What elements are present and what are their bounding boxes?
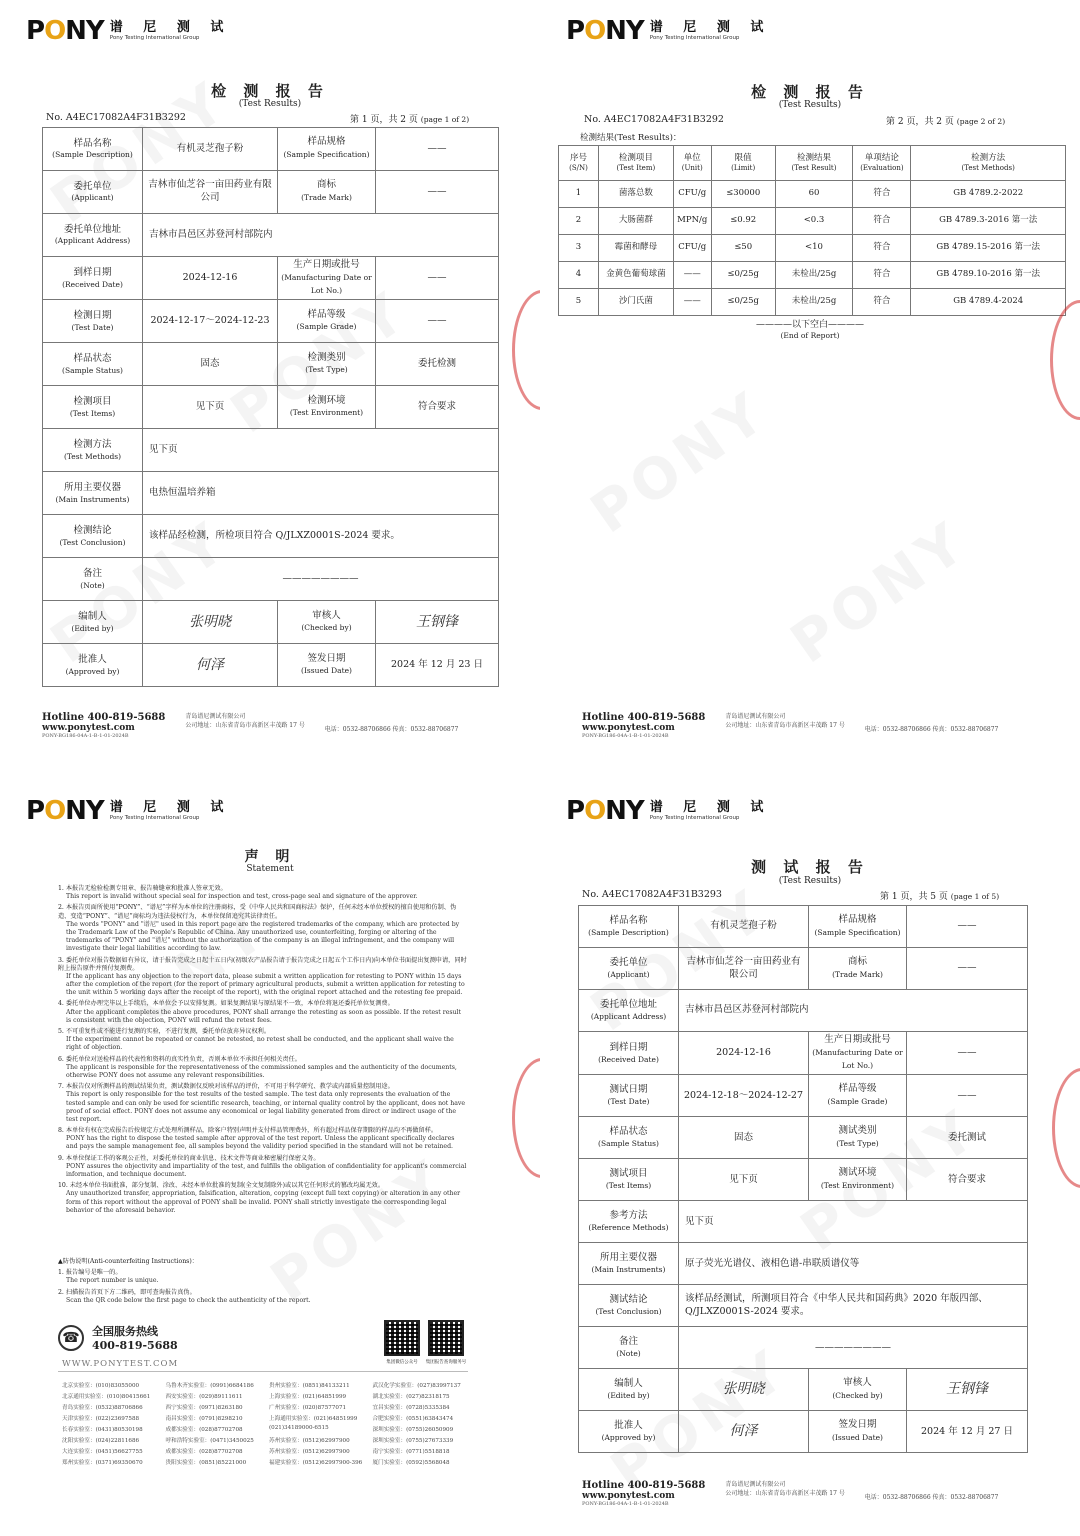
table-cell: —— xyxy=(673,289,711,316)
anti-item-en: Scan the QR code below the first page to check the authenticity of the report. xyxy=(66,1296,311,1304)
table-cell: 金黄色葡萄球菌 xyxy=(598,262,673,289)
statement-item-en: This report is invalid without special seal for inspection and test, cross-page seal and signature of the approver. xyxy=(66,893,418,901)
lab-entry: 郑州实验室：(0371)69350670 xyxy=(62,1460,143,1466)
logo-en: Pony Testing International Group xyxy=(109,35,200,42)
report-title: 检 测 报 告 xyxy=(751,83,869,101)
lab-entry: 青岛实验室：(0532)88706866 xyxy=(62,1405,143,1411)
statement-item-en: The words "PONY" and "谱尼" used in this report page are the registered trademarks of the company, which are protected by the Trademark Law of the People's Republic of China. Any unauthorized use, counterfeiting, forging or altering of the trademarks of "PONY" and "谱尼" without the authorization of the company is an illegal infringement, and the company will investigate their legal liabilities according to law. xyxy=(66,920,460,953)
page-number: 第 1 页，共 2 页 (page 1 of 2) xyxy=(350,115,470,125)
lab-entry: 北京通用实验室：(010)80415661 xyxy=(62,1394,151,1400)
statement-item-cn: 5. 不可重复性或不能进行复测的实验，不进行复测，委托单位放弃异议权利。 xyxy=(58,1028,271,1035)
table-cell: MPN/g xyxy=(673,208,711,235)
statement-item-cn: 9. 本单位保证工作的客观公正性，对委托单位的商业信息、技术文件等商业秘密履行保密义务。 xyxy=(58,1154,320,1162)
signature-checker: 王钢锋 xyxy=(376,601,499,644)
results-header: 序号 (S/N) xyxy=(559,146,599,181)
statement-body xyxy=(58,885,468,1218)
anti-item-cn: 1. 报告编号是唯一的。 xyxy=(58,1269,122,1277)
page-number: 第 1 页，共 5 页 (page 1 of 5) xyxy=(880,892,1000,902)
lab-entry: 乌鲁木齐实验室：(0991)6684186 xyxy=(165,1383,254,1389)
table-cell: 菌落总数 xyxy=(598,181,673,208)
table-cell: 3 xyxy=(559,235,599,262)
results-header: 单位 (Unit) xyxy=(673,146,711,181)
table-row xyxy=(559,289,1066,316)
table-row xyxy=(559,235,1066,262)
table-row xyxy=(559,181,1066,208)
qr-code-wechat xyxy=(384,1320,420,1356)
statement-title: 声 明 xyxy=(244,849,296,865)
table-cell: <0.3 xyxy=(775,208,853,235)
statement-item-en: Any unauthorized transfer, appropriation, falsification, alteration, copying (except full text copying) or alteration in any other form of this report without the approval of PONY shall be invalid. PONY shall strictly investigate the corresponding legal behavior of the aforesaid behavior. xyxy=(66,1190,461,1214)
lab-entry: 福建实验室：(0512)62997900-396 xyxy=(269,1460,363,1466)
statement-item-en: The applicant is responsible for the representativeness of the commissioned samples and the authenticity of the documents, otherwise PONY does not assume any relevant responsibilities. xyxy=(66,1063,457,1079)
watermark xyxy=(579,378,780,546)
statement-page xyxy=(0,768,540,1536)
lab-entry: 深圳实验室：(0755)26050909 xyxy=(372,1427,454,1433)
report-subtitle: (Test Results) xyxy=(778,876,842,886)
results-caption: 检测结果(Test Results)： xyxy=(580,133,682,143)
table-cell: 符合 xyxy=(853,235,911,262)
qr-caption: 集团报告查询服务号 xyxy=(425,1360,467,1365)
statement-item-cn: 4. 委托单位办理完毕以上手续后，本单位会予以安排复测。如果复测结果与原结果不一致，本单位将退还委托单位复测费。 xyxy=(58,1000,394,1008)
lab-entry: 天津实验室：(022)23697588 xyxy=(62,1416,140,1422)
anti-counterfeiting: ▲防伪说明(Anti-counterfeiting Instructions)： 1. 报告编号是唯一的。 The report number is unique. 2. 扫描报告首页下方二维码，即可查询报告真伪。 Scan the QR code below the first page to check the authenticity of the report. xyxy=(58,1258,468,1308)
table-cell: GB 4789.3-2016 第一法 xyxy=(911,208,1066,235)
table-cell: GB 4789.10-2016 第一法 xyxy=(911,262,1066,289)
anti-item-cn: 2. 扫描报告首页下方二维码，即可查询报告真伪。 xyxy=(58,1288,196,1296)
lab-entry: 成都实验室：(028)87702708 xyxy=(165,1449,243,1455)
statement-subtitle: Statement xyxy=(246,864,294,874)
lab-entry: 宜昌实验室：(0728)5335384 xyxy=(372,1405,450,1411)
table-cell: 霉菌和酵母 xyxy=(598,235,673,262)
lab-entry: 贵阳实验室：(0851)85221000 xyxy=(165,1460,247,1466)
table-cell: ≤0/25g xyxy=(711,289,775,316)
lab-entry: 上海通用实验室：(021)64851999 xyxy=(269,1416,358,1422)
table-cell: CFU/g xyxy=(673,235,711,262)
end-of-report: ————以下空白———— xyxy=(755,320,864,330)
lab-entry: 南昌实验室：(0791)8298210 xyxy=(165,1416,243,1422)
signature-editor: 张明晓 xyxy=(679,1369,809,1411)
report-number: No. A4EC17082A4F31B3293 xyxy=(582,889,722,900)
statement-item-cn: 8. 本单位有权在完成报告后按规定方式处理所测样品，除客户特别声明并支付样品管理费外，所有超过样品保存期限的样品均不再做留样。 xyxy=(58,1127,438,1135)
lab-entry: 广州实验室：(020)87577071 xyxy=(269,1405,347,1411)
results-header: 限值 (Limit) xyxy=(711,146,775,181)
lab-entry: 贵州实验室：(0851)84133211 xyxy=(269,1383,350,1389)
table-cell: 未检出/25g xyxy=(775,262,853,289)
phone-icon: ☎ xyxy=(58,1325,84,1351)
table-cell: 4 xyxy=(559,262,599,289)
statement-item-cn: 7. 本报告仅对所测样品的测试结果负责，测试数据仅反映对该样品的评价，不可用于科学研究、教学或内部质量控制用途。 xyxy=(58,1083,394,1091)
lab-entry: 西宁实验室：(0971)8263180 xyxy=(165,1405,243,1411)
statement-item-cn: 2. 本报告页面所使用“PONY”、“谱尼”字样为本单位的注册商标，受《中华人民共和国商标法》保护，任何未经本单位授权的擅自使用和仿制、伪造、变造“PONY”、“谱尼”商标均为违法侵权行为，本单位保留追究其法律责任。 xyxy=(58,904,457,920)
table-cell: ≤30000 xyxy=(711,181,775,208)
table-cell: ≤0.92 xyxy=(711,208,775,235)
lab-entry: 西安实验室：(029)89111611 xyxy=(165,1394,243,1400)
report-subtitle: (Test Results) xyxy=(238,99,302,109)
test-report-page xyxy=(540,768,1080,1536)
table-cell: 符合 xyxy=(853,289,911,316)
divider xyxy=(58,1371,468,1372)
table-cell: GB 4789.15-2016 第一法 xyxy=(911,235,1066,262)
table-cell: 符合 xyxy=(853,181,911,208)
red-seal-stamp xyxy=(512,290,540,410)
results-header: 检测结果 (Test Result) xyxy=(775,146,853,181)
table-cell: ≤50 xyxy=(711,235,775,262)
info-table: 样品名称 (Sample Description) 有机灵芝孢子粉 样品规格 (Sample Specification) —— 委托单位 (Applicant) 吉林市仙芝谷一亩田药业有限公司 商标 (Trade Mark) —— 委托单位地址 (Applicant Address) 吉林市昌邑区苏登河村部院内 到样日期 (Received Date) 2024-12-16 生产日期或批号 (Manufacturing Date or Lot No.) —— 检测日期 (Test Date) 2024-12-17～2024-12-23 样品等级 (Sample Grade) —— 样品状态 (Sample Status) 固态 检测类别 (Test Type) 委托检测 检测项目 (Test Items) 见下页 检测环境 (Test Environment) 符合要求 检测方法 (Test Methods) 见下页 所用主要仪器 (Main Instruments) 电热恒温培养箱 检测结论 (Test Conclusion) 该样品经检测，所检项目符合 Q/JLXZ0001S-2024 要求。 备注 (Note) ———————— 编制人 (Edited by) 张明晓 审核人 (Checked by) 王钢锋 批准人 (Approved by) 何泽 签发日期 (Issued Date) 2024 年 12 月 23 日 xyxy=(42,127,499,687)
page-footer: Hotline 400-819-5688 www.ponytest.com PONY-BG186-04A-1-B-1-01-2024B 青岛谱尼测试有限公司 公司地址：山东省青岛市高新区丰茂路 17 号 电话：0532-88706866 传真：0532-88706877 xyxy=(582,1480,999,1507)
lab-entry: 上海实验室：(021)64851999 xyxy=(269,1394,347,1400)
watermark xyxy=(779,508,980,676)
statement-item-en: PONY has the right to dispose the tested sample after approval of the test report. Unless the applicant specifically declares and pays the sample management fee, all samples beyond the validity period specified in the standard will not be retained. xyxy=(66,1135,455,1151)
lab-entry: 武汉化学实验室：(027)83997137 xyxy=(372,1383,461,1389)
table-row xyxy=(559,208,1066,235)
lab-directory xyxy=(62,1381,472,1466)
lab-entry: 成都实验室：(028)87702708 xyxy=(165,1427,243,1433)
anti-item-en: The report number is unique. xyxy=(66,1277,159,1285)
qr-code-report-query xyxy=(428,1320,464,1356)
table-cell: 2 xyxy=(559,208,599,235)
table-cell: 沙门氏菌 xyxy=(598,289,673,316)
signature-editor: 张明晓 xyxy=(143,601,278,644)
statement-item-en: If the applicant has any objection to the report data, please submit a written application for retesting to PONY within 15 days after the completion of the report (for the report of primary agricultural products, submit a written application for retesting to the unit within 5 working days after the receipt of the report), with the original report attached and the retesting fee prepaid. xyxy=(66,972,465,997)
logo-cn: 谱 尼 测 试 xyxy=(109,19,232,35)
lab-entry: 沈阳实验室：(024)22811686 xyxy=(62,1438,140,1444)
info-table: 样品名称 (Sample Description) 有机灵芝孢子粉 样品规格 (Sample Specification) —— 委托单位 (Applicant) 吉林市仙芝谷一亩田药业有限公司 商标 (Trade Mark) —— 委托单位地址 (Applicant Address) 吉林市昌邑区苏登河村部院内 到样日期 (Received Date) 2024-12-16 生产日期或批号 (Manufacturing Date or Lot No.) —— 测试日期 (Test Date) 2024-12-18～2024-12-27 样品等级 (Sample Grade) —— 样品状态 (Sample Status) 固态 测试类别 (Test Type) 委托测试 测试项目 (Test Items) 见下页 测试环境 (Test Environment) 符合要求 参考方法 (Reference Methods) 见下页 所用主要仪器 (Main Instruments) 原子荧光光谱仪、液相色谱-串联质谱仪等 测试结论 (Test Conclusion) 该样品经测试，所测项目符合《中华人民共和国药典》2020 年版四部、Q/JLXZ0001S-2024 要求。 备注 (Note) ———————— 编制人 (Edited by) 张明晓 审核人 (Checked by) 王钢锋 批准人 (Approved by) 何泽 签发日期 (Issued Date) 2024 年 12 月 27 日 xyxy=(578,905,1028,1453)
table-cell: 符合 xyxy=(853,262,911,289)
table-cell: CFU/g xyxy=(673,181,711,208)
report-title: 测 试 报 告 xyxy=(751,858,869,876)
report-page-2 xyxy=(540,0,1080,768)
page-footer: Hotline 400-819-5688 www.ponytest.com PONY-BG186-04A-1-B-1-01-2024B 青岛谱尼测试有限公司 公司地址：山东省青岛市高新区丰茂路 17 号 电话：0532-88706866 传真：0532-88706877 xyxy=(42,712,459,739)
statement-item-en: After the applicant completes the above procedures, PONY shall arrange the retesting as soon as possible. If the retest result is consistent with the objection, PONY will refund the retest fees. xyxy=(66,1008,461,1024)
lab-entry: 呼和浩特实验室：(0471)3450025 xyxy=(165,1438,254,1444)
lab-entry: 北京实验室：(010)83055000 xyxy=(62,1383,140,1389)
report-title: 检 测 报 告 xyxy=(211,82,329,100)
statement-item-cn: 6. 委托单位对送检样品的代表性和资料的真实性负责，否则本单位不承担任何相关责任。 xyxy=(58,1055,301,1063)
table-cell: 大肠菌群 xyxy=(598,208,673,235)
table-cell: GB 4789.4-2024 xyxy=(911,289,1066,316)
report-subtitle: (Test Results) xyxy=(778,100,842,110)
lab-entry: 长春实验室：(0431)80530198 xyxy=(62,1427,143,1433)
results-header: 检测项目 (Test Item) xyxy=(598,146,673,181)
end-of-report-en: (End of Report) xyxy=(780,331,840,340)
table-cell: GB 4789.2-2022 xyxy=(911,181,1066,208)
pony-logo: PONY 谱 尼 测 试 Pony Testing International Group xyxy=(26,16,232,46)
table-cell: —— xyxy=(673,262,711,289)
website-text: WWW.PONYTEST.COM xyxy=(62,1359,179,1369)
lab-entry: 合肥实验室：(0551)63843474 xyxy=(372,1416,454,1422)
lab-entry: 苏州实验室：(0512)62997900 xyxy=(269,1438,350,1444)
table-cell: 60 xyxy=(775,181,853,208)
qr-caption: 集团微信公众号 xyxy=(386,1360,418,1365)
results-table xyxy=(558,145,1066,316)
lab-entry: (021)34189000-6515 xyxy=(269,1425,329,1431)
statement-item-en: PONY assures the objectivity and impartiality of the test, and fulfills the obligation of confidentiality for applicant's commercial information, and technique document. xyxy=(66,1162,467,1178)
page-footer: Hotline 400-819-5688 www.ponytest.com PONY-BG186-04A-1-B-1-01-2024B 青岛谱尼测试有限公司 公司地址：山东省青岛市高新区丰茂路 17 号 电话：0532-88706866 传真：0532-88706877 xyxy=(582,712,999,739)
report-number: No. A4EC17082A4F31B3292 xyxy=(46,112,186,123)
lab-entry: 深圳实验室：(0755)27673339 xyxy=(372,1438,454,1444)
page-number: 第 2 页，共 2 页 (page 2 of 2) xyxy=(886,117,1006,127)
statement-item-en: If the experiment cannot be repeated or cannot be retested, no retest shall be conducted, and the applicant shall waive the right of objection. xyxy=(66,1036,454,1052)
red-seal-stamp xyxy=(512,1058,540,1178)
results-header: 检测方法 (Test Methods) xyxy=(911,146,1066,181)
report-page-1 xyxy=(0,0,540,768)
pony-logo: PONY 谱 尼 测 试 Pony Testing International Group xyxy=(566,796,772,826)
table-cell: 符合 xyxy=(853,208,911,235)
pony-logo: PONY 谱 尼 测 试 Pony Testing International Group xyxy=(566,16,772,46)
statement-item-cn: 10. 未经本单位书面批准，部分复制、涂改、未经本单位批准的复制(全文复制除外)或以其它任何形式的篡改均属无效。 xyxy=(58,1182,385,1190)
report-number: No. A4EC17082A4F31B3292 xyxy=(584,114,724,125)
table-cell: 未检出/25g xyxy=(775,289,853,316)
statement-item-cn: 3. 委托单位对报告数据如有异议，请于报告完成之日起十五日内(初级农产品报告请于报告完成之日起五个工作日内)向本单位书面提出复测申请，同时附上报告原件并预付复测费。 xyxy=(58,956,467,972)
pony-logo: PONY 谱 尼 测 试 Pony Testing International Group xyxy=(26,796,232,826)
table-cell: ≤0/25g xyxy=(711,262,775,289)
table-row xyxy=(559,262,1066,289)
table-cell: 1 xyxy=(559,181,599,208)
signature-approver: 何泽 xyxy=(143,644,278,687)
lab-entry: 苏州实验室：(0512)62997900 xyxy=(269,1449,350,1455)
signature-checker: 王钢锋 xyxy=(907,1369,1028,1411)
red-seal-stamp xyxy=(1052,1068,1080,1188)
table-cell: 5 xyxy=(559,289,599,316)
signature-approver: 何泽 xyxy=(679,1411,809,1453)
results-header: 单项结论 (Evaluation) xyxy=(853,146,911,181)
lab-entry: 南宁实验室：(0771)5518818 xyxy=(372,1449,450,1455)
statement-item-cn: 1. 本报告无检验检测专用章、报告骑缝章和批准人签章无效。 xyxy=(58,885,227,892)
hotline-block: ☎ 全国服务热线 400-819-5688 xyxy=(58,1323,178,1352)
lab-entry: 厦门实验室：(0592)5568048 xyxy=(372,1460,450,1466)
lab-entry: 湖北实验室：(027)82318175 xyxy=(372,1394,450,1400)
table-cell: <10 xyxy=(775,235,853,262)
lab-entry: 大连实验室：(0451)56627755 xyxy=(62,1449,143,1455)
statement-item-en: This report is only responsible for the test results of the tested sample. The test data only represents the evaluation of the tested sample and can only be used for scientific research, teaching, or internal quality control by the applicant, does not have proof of social effect. PONY does not assume any economical or legal liability generated from direct or indirect usage of the test report. xyxy=(66,1091,466,1123)
